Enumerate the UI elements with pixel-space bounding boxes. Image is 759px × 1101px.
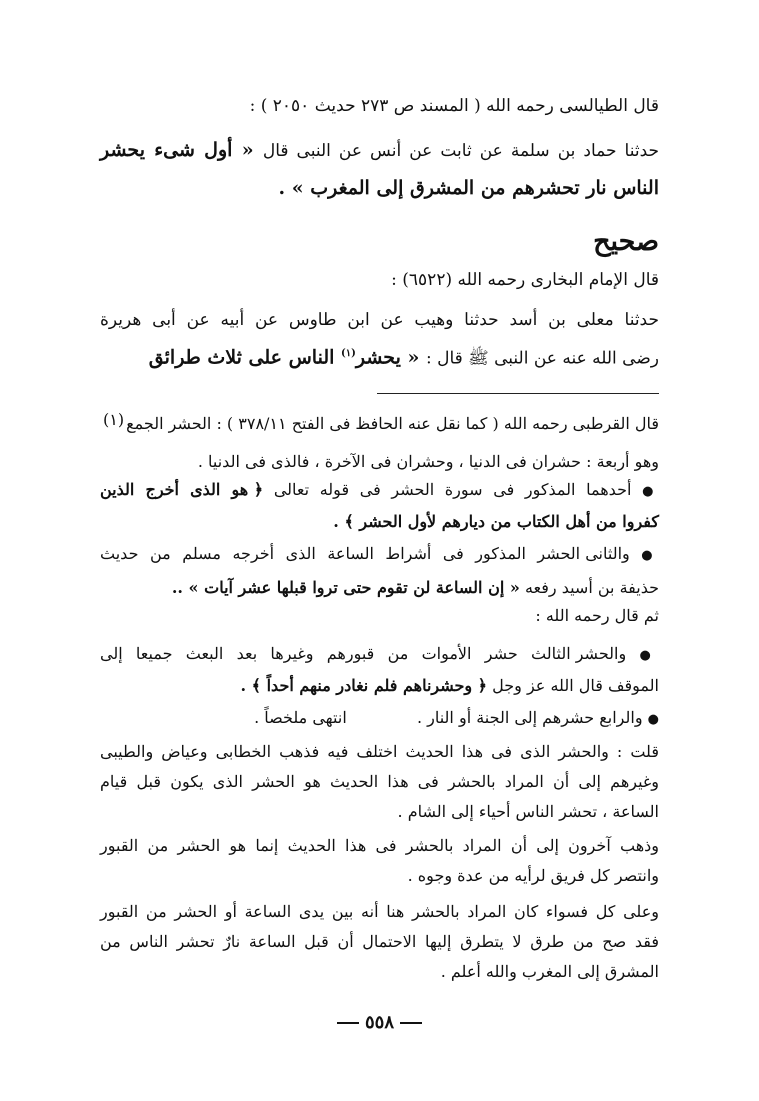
bullet-1 xyxy=(100,476,659,506)
hadith-line-2: الناس نار تحشرهم من المشرق إلى المغرب » . xyxy=(278,177,659,199)
comment-line: وعلى كل فسواء كان المراد بالحشر هنا أنه بين يدى الساعة أو الحشر من القبور xyxy=(100,902,659,921)
bukhari-text-b: الناس على ثلاث طرائق xyxy=(148,346,335,369)
footnote-line: قال القرطبى رحمه الله ( كما نقل عنه الحافظ فى الفتح ٣٧٨/١١ ) : الحشر الجمع xyxy=(126,414,659,433)
bullet-1-cont xyxy=(100,508,659,536)
bullet-2-hadith: « إن الساعة لن تقوم حتى تروا قبلها عشر آيات » .. xyxy=(171,578,520,597)
bullet-icon: ● xyxy=(639,648,659,663)
bukhari-chain-end: رضى الله عنه عن النبى ﷺ قال : xyxy=(425,348,659,369)
bullet-2-chain: حذيفة بن أسيد رفعه xyxy=(524,578,659,597)
bullet-2-end: ثم قال رحمه الله : xyxy=(535,606,659,625)
bullet-icon: ● xyxy=(647,712,659,727)
section-heading: صحيح xyxy=(593,226,659,257)
page-number xyxy=(0,1012,759,1033)
bullet-icon: ● xyxy=(641,548,659,563)
bullet-1-quran-end: كفروا من أهل الكتاب من ديارهم لأول الحشر ﴾ . xyxy=(333,512,659,531)
comment-line: وانتصر كل فريق لرأيه من عدة وجوه . xyxy=(407,866,659,885)
bukhari-chain: حدثنا معلى بن أسد حدثنا وهيب عن ابن طاوس عن أبيه عن أبى هريرة xyxy=(100,310,659,330)
footnote-marker: (١) xyxy=(341,348,356,359)
comment-line: المشرق إلى المغرب والله أعلم . xyxy=(440,962,659,981)
bullet-4 xyxy=(100,704,659,734)
bullet-3-cont xyxy=(100,672,659,700)
bullet-4-end: انتهى ملخصاً . xyxy=(254,708,347,727)
hadith-chain: حدثنا حماد بن سلمة عن ثابت عن أنس عن النبى قال xyxy=(262,141,660,161)
comment-line: قلت : والحشر الذى فى هذا الحديث اختلف فيه فذهب الخطابى وعياض والطيبى xyxy=(100,742,659,761)
bullet-1-text: أحدهما المذكور فى سورة الحشر فى قوله تعالى xyxy=(273,480,632,499)
footnote-divider xyxy=(377,393,659,394)
bukhari-text-a: « يحشر xyxy=(355,346,420,369)
comment-line: وغيرهم إلى أن المراد بالحشر فى هذا الحديث هو الحشر الذى يكون قبل قيام xyxy=(100,772,659,791)
bullet-1-quran: ﴿ هو الذى أخرج الذين xyxy=(100,480,264,499)
bullet-4-text: والرابع حشرهم إلى الجنة أو النار . xyxy=(416,708,643,727)
comment-line: وذهب آخرون إلى أن المراد بالحشر فى هذا الحديث إنما هو الحشر من القبور xyxy=(100,836,659,855)
dash-right xyxy=(337,1022,359,1024)
hadith-line-1 xyxy=(100,134,659,167)
bullet-3-text: والحشر الثالث حشر الأموات من قبورهم وغيرها بعد البعث جميعا إلى xyxy=(100,644,627,663)
bullet-3 xyxy=(100,640,659,670)
bullet-3-intro: الموقف قال الله عز وجل xyxy=(492,676,659,695)
bullet-icon: ● xyxy=(642,484,659,499)
footnote-line: وهو أربعة : حشران فى الدنيا ، وحشران فى الآخرة ، فالذى فى الدنيا . xyxy=(197,452,659,471)
comment-line: فقد صح من طرق لا يتطرق إليها الاحتمال أن قبل الساعة نارٌ تحشر الناس من xyxy=(100,932,659,951)
citation-bukhari: قال الإمام البخارى رحمه الله (٦٥٢٢) : xyxy=(391,270,659,290)
hadith-text-start: « أول شىء يحشر xyxy=(100,139,254,161)
bullet-2-cont xyxy=(100,574,659,602)
bullet-2-text: والثانى الحشر المذكور فى أشراط الساعة الذى أخرجه مسلم من حديث xyxy=(100,544,630,563)
page-number-text: ٥٥٨ xyxy=(364,1012,394,1033)
bukhari-hadith-line xyxy=(100,338,659,374)
dash-left xyxy=(400,1022,422,1024)
footnote-number: (١) xyxy=(103,410,125,429)
bullet-2 xyxy=(100,540,659,570)
bullet-3-quran: ﴿ وحشرناهم فلم نغادر منهم أحداً ﴾ . xyxy=(240,676,488,695)
citation-tayalisi: قال الطيالسى رحمه الله ( المسند ص ٢٧٣ حديث ٢٠٥٠ ) : xyxy=(249,96,659,116)
comment-line: الساعة ، تحشر الناس أحياء إلى الشام . xyxy=(397,802,659,821)
